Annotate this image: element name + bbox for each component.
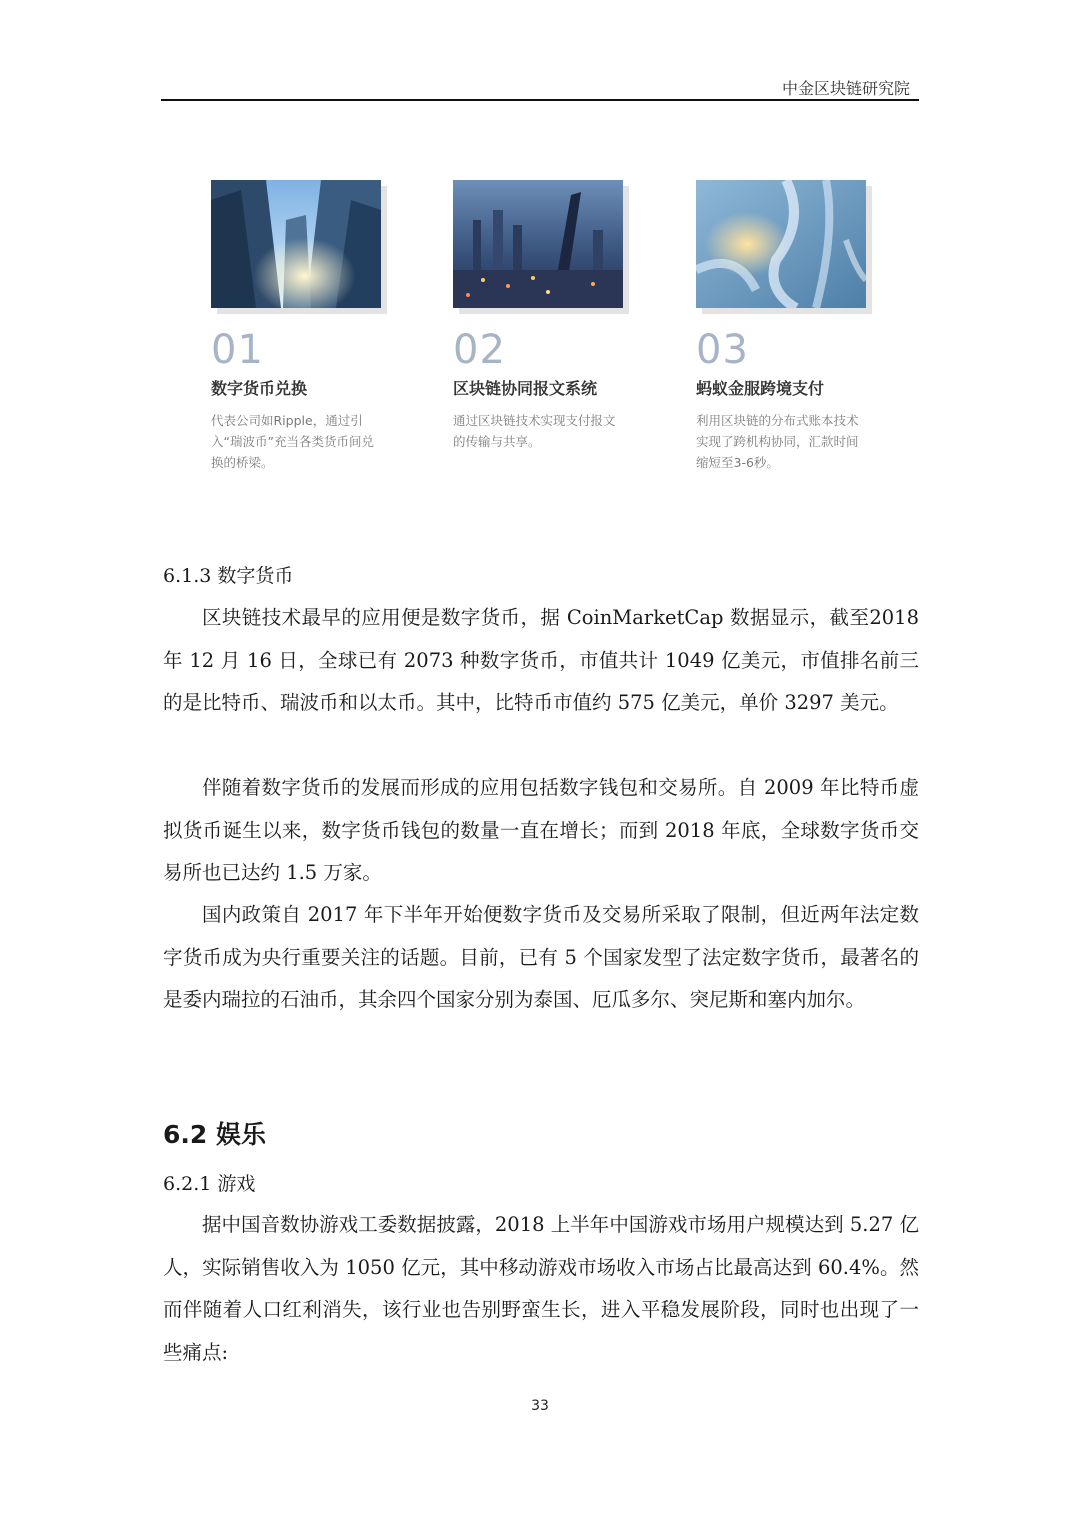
skyscrapers-looking-up-photo — [211, 180, 381, 308]
card-image — [453, 180, 623, 308]
feature-card-2 — [453, 180, 633, 452]
feature-card-3 — [696, 180, 876, 473]
card-number: 02 — [453, 327, 506, 373]
subsection-heading-6-1-3: 6.1.3 数字货币 — [163, 565, 294, 587]
city-aerial-night-photo — [453, 180, 623, 308]
frost-pattern-sunset-photo — [696, 180, 866, 308]
card-number: 03 — [696, 327, 749, 373]
header-org-name: 中金区块链研究院 — [781, 79, 910, 98]
card-title: 蚂蚁金服跨境支付 — [696, 379, 825, 398]
subsection-heading-6-2-1: 6.2.1 游戏 — [163, 1173, 256, 1195]
section-heading-6-2: 6.2 娱乐 — [163, 1120, 266, 1149]
card-description: 通过区块链技术实现支付报文的传输与共享。 — [453, 413, 616, 449]
paragraph-digital-currency-3: 国内政策自 2017 年下半年开始便数字货币及交易所采取了限制，但近两年法定数字货币成为央行重要关注的话题。目前，已有 5 个国家发型了法定数字货币，最著名的是委内瑞拉的石油币，其余四个国家分别为泰国、厄瓜多尔、突尼斯和塞内加尔。 — [163, 903, 919, 1011]
paragraph-digital-currency-1: 区块链技术最早的应用便是数字货币，据 CoinMarketCap 数据显示，截至2018 年 12 月 16 日，全球已有 2073 种数字货币，市值共计 1049 亿美元，市值排名前三的是比特币、瑞波币和以太币。其中，比特币市值约 575 亿美元，单价 3297 美元。 — [163, 606, 919, 714]
card-description: 利用区块链的分布式账本技术实现了跨机构协同，汇款时间缩短至3-6秒。 — [696, 413, 859, 470]
feature-card-1 — [211, 180, 391, 473]
card-description: 代表公司如Ripple，通过引入“瑞波币”充当各类货币间兑换的桥梁。 — [211, 413, 374, 470]
paragraph-games: 据中国音数协游戏工委数据披露，2018 上半年中国游戏市场用户规模达到 5.27 亿人，实际销售收入为 1050 亿元，其中移动游戏市场收入市场占比最高达到 60.4%。然而伴随着人口红利消失，该行业也告别野蛮生长，进入平稳发展阶段，同时也出现了一些痛点: — [163, 1213, 919, 1364]
card-image — [211, 180, 381, 308]
card-title: 数字货币兑换 — [211, 379, 308, 398]
card-title: 区块链协同报文系统 — [453, 379, 598, 398]
card-number: 01 — [211, 327, 264, 373]
card-image — [696, 180, 866, 308]
page-number: 33 — [531, 1398, 549, 1414]
paragraph-digital-currency-2: 伴随着数字货币的发展而形成的应用包括数字钱包和交易所。自 2009 年比特币虚拟货币诞生以来，数字货币钱包的数量一直在增长；而到 2018 年底，全球数字货币交易所也已达约 1.5 万家。 — [163, 776, 919, 884]
header-divider — [161, 99, 919, 101]
